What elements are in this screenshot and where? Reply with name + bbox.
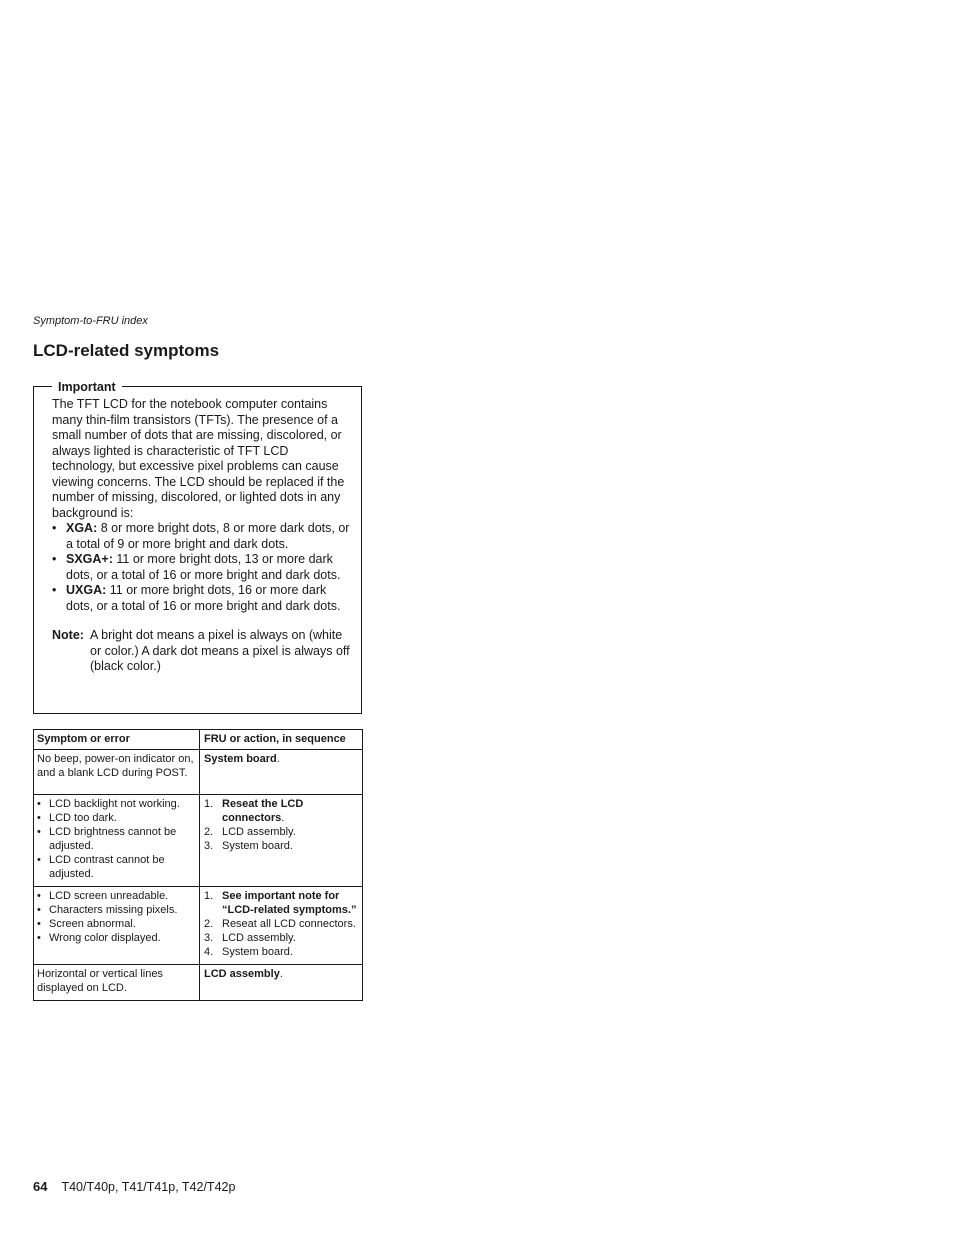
list-item: • Wrong color displayed. xyxy=(37,931,196,945)
page-footer xyxy=(33,1179,235,1194)
page-number: 64 xyxy=(33,1179,48,1194)
important-box xyxy=(33,380,362,714)
list-item xyxy=(52,583,352,614)
table-row xyxy=(34,965,363,1001)
step-text: Reseat all LCD connectors. xyxy=(222,918,356,930)
action-bold: System board xyxy=(204,753,277,765)
list-item: • LCD screen unreadable. xyxy=(37,889,196,903)
resolution-term: UXGA: xyxy=(66,583,107,597)
table-row xyxy=(34,750,363,795)
step-number: 3. xyxy=(204,932,214,944)
step-number: 1. xyxy=(204,890,214,902)
list-item xyxy=(204,945,359,959)
list-item xyxy=(204,889,359,917)
step-text xyxy=(222,797,359,825)
list-item: • LCD contrast cannot be adjusted. xyxy=(37,853,196,881)
resolution-list xyxy=(52,521,352,614)
symptom-cell: Horizontal or vertical lines displayed on LCD. xyxy=(34,965,200,1001)
symptom-list xyxy=(37,797,196,881)
resolution-text: 11 or more bright dots, 16 or more dark dots, or a total of 16 or more bright and dark dots. xyxy=(66,583,341,613)
resolution-text: 11 or more bright dots, 13 or more dark dots, or a total of 16 or more bright and dark dots. xyxy=(66,552,341,582)
action-cell xyxy=(200,965,363,1001)
list-item: • Characters missing pixels. xyxy=(37,903,196,917)
action-steps xyxy=(204,889,359,959)
important-label: Important xyxy=(52,379,122,395)
step-bold: See important note for “LCD-related symptoms.” xyxy=(222,890,357,916)
column-header-fru: FRU or action, in sequence xyxy=(200,730,363,750)
list-item xyxy=(204,825,359,839)
list-item: • LCD brightness cannot be adjusted. xyxy=(37,825,196,853)
table-row xyxy=(34,795,363,887)
step-number: 4. xyxy=(204,946,214,958)
step-text: System board. xyxy=(222,840,293,852)
symptom-fru-table xyxy=(33,729,363,1001)
list-item xyxy=(204,917,359,931)
note xyxy=(52,628,352,675)
step-number: 1. xyxy=(204,798,214,810)
list-item xyxy=(204,839,359,853)
list-item: • LCD backlight not working. xyxy=(37,797,196,811)
important-paragraph: The TFT LCD for the notebook computer contains many thin-film transistors (TFTs). The presence of a small number of dots that are missing, discolored, or always lighted is characteristic of TFT LCD technology, but excessive pixel problems can cause viewing concerns. The LCD should be replaced if the number of missing, discolored, or lighted dots in any background is: xyxy=(52,397,345,520)
step-number: 2. xyxy=(204,918,214,930)
table-row xyxy=(34,887,363,965)
action-cell xyxy=(200,750,363,795)
section-title: LCD-related symptoms xyxy=(33,341,220,360)
list-item xyxy=(52,552,352,583)
symptom-list xyxy=(37,889,196,945)
action-steps xyxy=(204,797,359,853)
step-text: LCD assembly. xyxy=(222,932,296,944)
list-item xyxy=(204,931,359,945)
action-bold: LCD assembly xyxy=(204,968,280,980)
product-name: T40/T40p, T41/T41p, T42/T42p xyxy=(61,1180,236,1194)
list-item xyxy=(204,797,359,825)
note-label: Note: xyxy=(52,628,84,642)
step-text: System board. xyxy=(222,946,293,958)
action-cell xyxy=(200,795,363,887)
list-item: • LCD too dark. xyxy=(37,811,196,825)
action-cell xyxy=(200,887,363,965)
running-head: Symptom-to-FRU index xyxy=(33,315,148,327)
step-number: 2. xyxy=(204,826,214,838)
important-body xyxy=(52,397,352,675)
column-header-symptom: Symptom or error xyxy=(34,730,200,750)
symptom-cell xyxy=(34,795,200,887)
step-suffix: . xyxy=(281,812,285,824)
step-text: LCD assembly. xyxy=(222,826,296,838)
table-header-row xyxy=(34,730,363,750)
list-item: • Screen abnormal. xyxy=(37,917,196,931)
resolution-term: SXGA+: xyxy=(66,552,113,566)
note-text: A bright dot means a pixel is always on (white or color.) A dark dot means a pixel is always off (black color.) xyxy=(90,628,350,673)
action-suffix: . xyxy=(276,753,280,765)
list-item xyxy=(52,521,352,552)
step-number: 3. xyxy=(204,840,214,852)
resolution-term: XGA: xyxy=(66,521,98,535)
resolution-text: 8 or more bright dots, 8 or more dark dots, or a total of 9 or more bright and dark dots. xyxy=(66,521,350,551)
action-suffix: . xyxy=(279,968,283,980)
symptom-cell: No beep, power-on indicator on, and a blank LCD during POST. xyxy=(34,750,200,795)
symptom-cell xyxy=(34,887,200,965)
step-bold: Reseat the LCD connectors xyxy=(222,798,304,824)
